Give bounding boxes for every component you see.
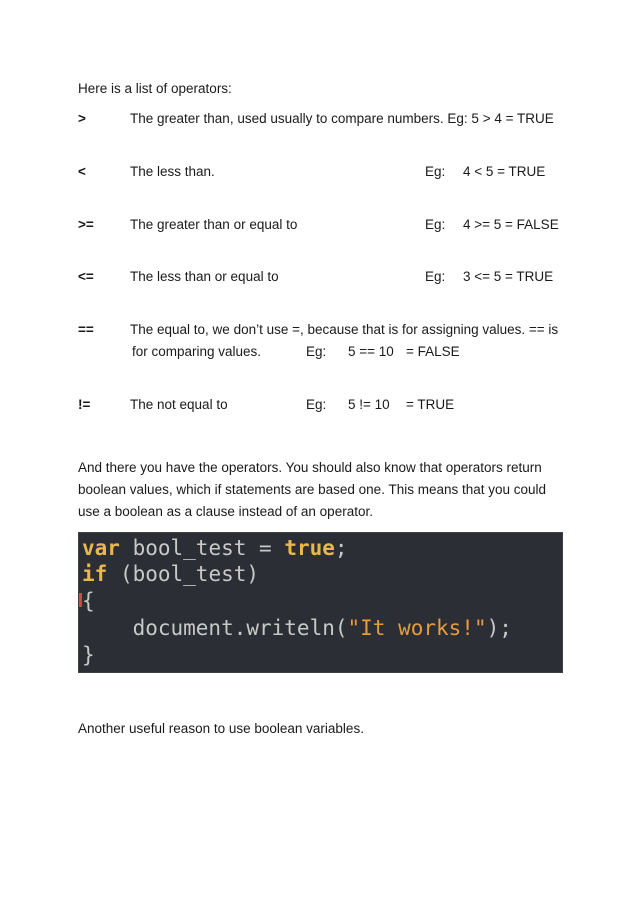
operator-symbol: <= bbox=[78, 269, 94, 284]
operator-description: The less than. bbox=[130, 164, 215, 179]
operator-symbol: != bbox=[78, 397, 91, 412]
operator-description: The not equal to bbox=[130, 397, 228, 412]
code-text: (bool_test) bbox=[107, 562, 260, 586]
code-line-5: } bbox=[82, 643, 95, 667]
operator-symbol: < bbox=[78, 164, 86, 179]
operator-symbol: == bbox=[78, 322, 94, 337]
operator-description: The greater than, used usually to compare numbers. Eg: 5 > 4 = TRUE bbox=[130, 111, 554, 126]
code-text: bool_test = bbox=[119, 536, 285, 560]
operator-result: = FALSE bbox=[406, 344, 460, 359]
operator-description-line2: for comparing values. bbox=[132, 344, 262, 359]
operator-description: The less than or equal to bbox=[130, 269, 279, 284]
code-snippet bbox=[78, 532, 563, 673]
string-literal: "It works!" bbox=[347, 616, 487, 640]
code-line-4 bbox=[82, 615, 512, 641]
operator-example: 4 >= 5 = FALSE bbox=[463, 217, 559, 232]
operator-example: 3 <= 5 = TRUE bbox=[463, 269, 554, 284]
example-label: Eg: bbox=[425, 164, 446, 179]
keyword: if bbox=[82, 562, 108, 586]
code-line-3: { bbox=[82, 589, 95, 613]
operator-example: 4 < 5 = TRUE bbox=[463, 164, 546, 179]
intro-text: Here is a list of operators: bbox=[78, 81, 232, 96]
code-text: ); bbox=[486, 616, 512, 640]
summary-paragraph: And there you have the operators. You should also know that operators return boolean values, which if statements are based one. This means that you could use a boolean as a clause instead of an operator. bbox=[78, 460, 547, 519]
closing-text: Another useful reason to use boolean variables. bbox=[78, 721, 364, 736]
operator-description: The greater than or equal to bbox=[130, 217, 298, 232]
keyword: true bbox=[284, 536, 335, 560]
keyword: var bbox=[82, 536, 120, 560]
operator-example: 5 != 10 bbox=[348, 397, 390, 412]
operator-result: = TRUE bbox=[406, 397, 455, 412]
example-label: Eg: bbox=[425, 217, 446, 232]
operator-symbol: > bbox=[78, 111, 86, 126]
example-label: Eg: bbox=[306, 344, 327, 359]
example-label: Eg: bbox=[306, 397, 327, 412]
code-text: ; bbox=[334, 536, 348, 560]
operator-description-line1: The equal to, we don’t use =, because that is for assigning values. == is bbox=[130, 322, 559, 337]
code-line-2 bbox=[82, 561, 259, 587]
operator-example: 5 == 10 bbox=[348, 344, 394, 359]
example-label: Eg: bbox=[425, 269, 446, 284]
code-text: document.writeln( bbox=[82, 616, 348, 640]
code-line-1 bbox=[82, 535, 348, 561]
operator-symbol: >= bbox=[78, 217, 94, 232]
